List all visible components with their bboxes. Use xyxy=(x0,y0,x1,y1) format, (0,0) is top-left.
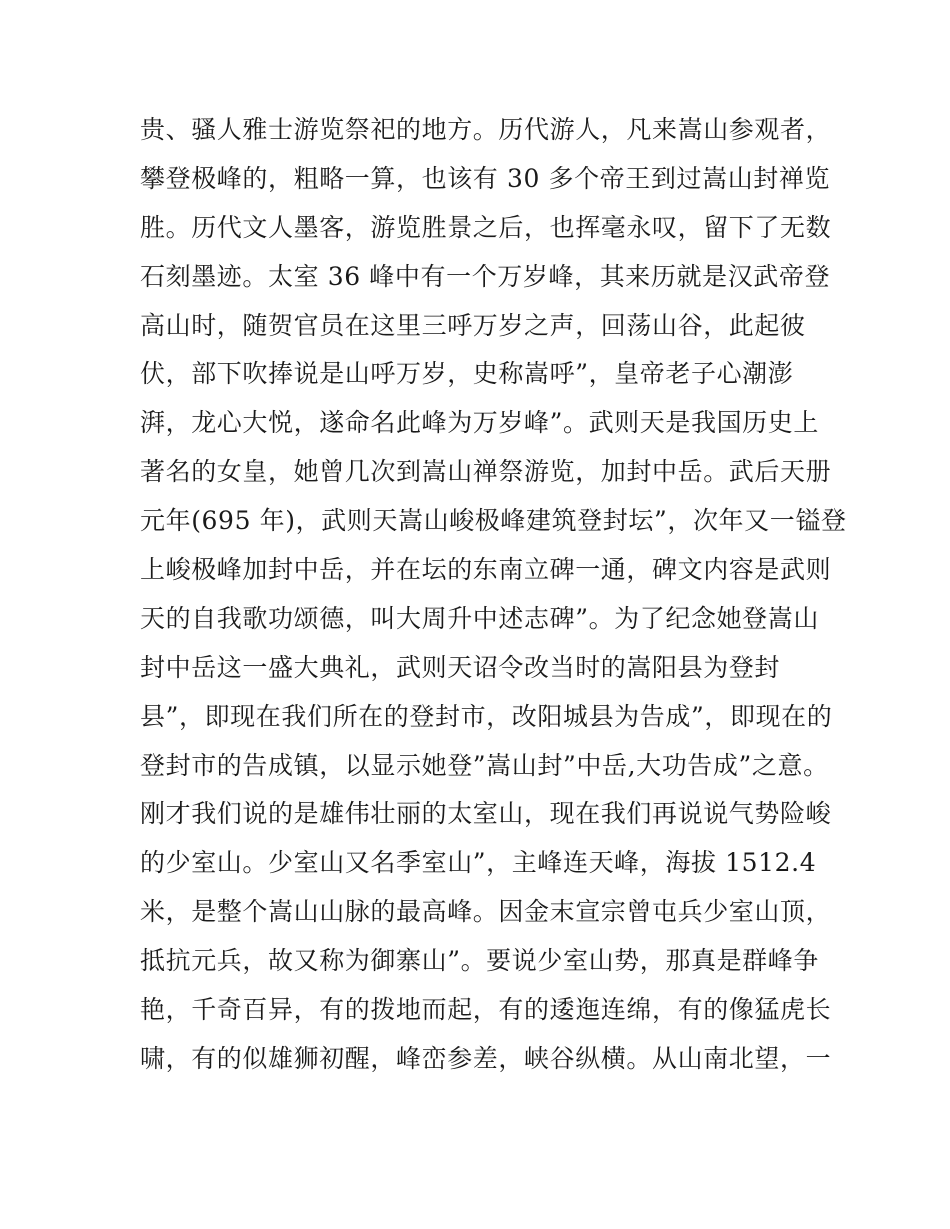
text-line: 元年(695 年)，武则天嵩山峻极峰建筑登封坛”，次年又一镒登 xyxy=(140,506,847,536)
text-line: 登封市的告成镇，以显示她登”嵩山封”中岳,大功告成”之意。 xyxy=(140,750,829,780)
text-line: 胜。历代文人墨客，游览胜景之后，也挥毫永叹，留下了无数 xyxy=(140,212,832,242)
text-line: 著名的女皇，她曾几次到嵩山禅祭游览，加封中岳。武后天册 xyxy=(140,457,832,487)
text-line: 刚才我们说的是雄伟壮丽的太室山，现在我们再说说气势险峻 xyxy=(140,799,832,829)
text-line: 贵、骚人雅士游览祭祀的地方。历代游人，凡来嵩山参观者， xyxy=(140,115,832,144)
text-line: 高山时，随贺官员在这里三呼万岁之声，回荡山谷，此起彼 xyxy=(140,310,806,340)
text-line: 县”，即现在我们所在的登封市，改阳城县为告成”，即现在的 xyxy=(140,701,833,731)
text-line: 封中岳这一盛大典礼，武则天诏令改当时的嵩阳县为登封 xyxy=(140,652,781,682)
body-text xyxy=(140,106,847,1084)
text-line: 米，是整个嵩山山脉的最高峰。因金末宣宗曾屯兵少室山顶， xyxy=(140,897,832,927)
text-line: 艳，千奇百异，有的拨地而起，有的逶迤连绵，有的像猛虎长 xyxy=(140,995,832,1025)
text-line: 的少室山。少室山又名季室山”，主峰连天峰，海拔 1512.4 xyxy=(140,848,817,878)
text-line: 抵抗元兵，故又称为御寨山”。要说少室山势，那真是群峰争 xyxy=(140,946,819,976)
text-line: 天的自我歌功颂德，叫大周升中述志碑”。为了纪念她登嵩山 xyxy=(140,603,819,633)
text-line: 伏，部下吹捧说是山呼万岁，史称嵩呼”，皇帝老子心潮澎 xyxy=(140,359,794,389)
text-line: 石刻墨迹。太室 36 峰中有一个万岁峰，其来历就是汉武帝登 xyxy=(140,261,831,291)
text-line: 攀登极峰的，粗略一算，也该有 30 多个帝王到过嵩山封禅览 xyxy=(140,163,831,193)
text-line: 湃，龙心大悦，遂命名此峰为万岁峰”。武则天是我国历史上 xyxy=(140,408,819,438)
text-line: 上峻极峰加封中岳，并在坛的东南立碑一通，碑文内容是武则 xyxy=(140,555,832,585)
text-line: 啸，有的似雄狮初醒，峰峦参差，峡谷纵横。从山南北望，一 xyxy=(140,1043,832,1073)
